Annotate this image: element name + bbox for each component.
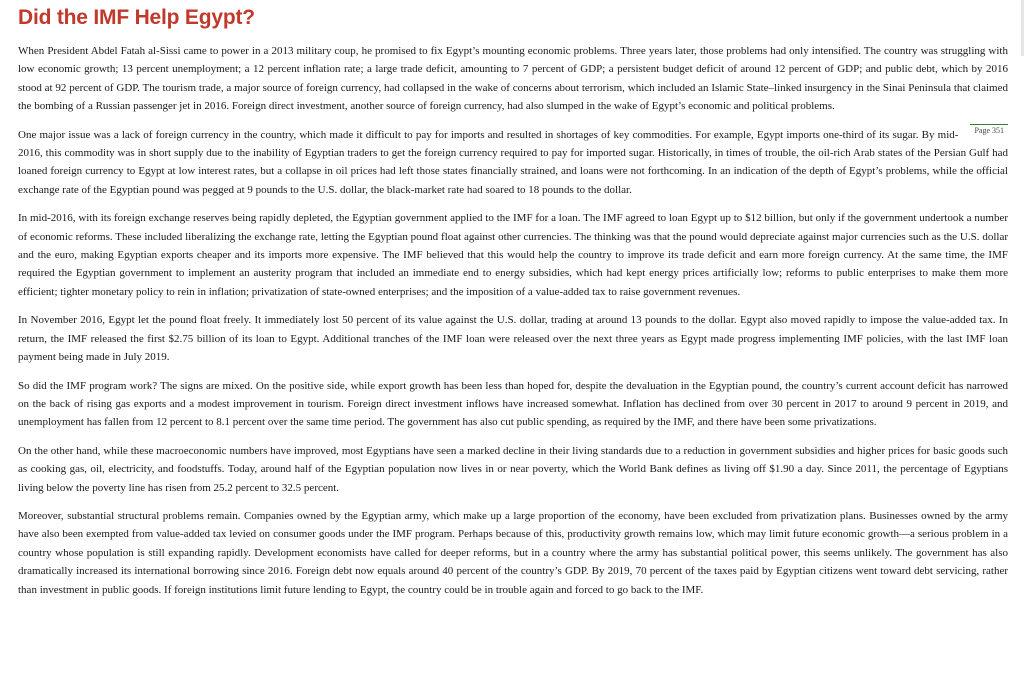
paragraph-1: When President Abdel Fatah al-Sissi came to power in a 2013 military coup, he promised to fix Egypt’s mounting economic problems. Three years later, those problems had only intensified. The country was struggling with low economic growth; 13 percent unemployment; a 12 percent inflation rate; a large trade deficit, amounting to 7 percent of GDP; a persistent budget deficit of around 12 percent of GDP; and public debt, which by 2016 stood at 92 percent of GDP. The tourism trade, a major source of foreign currency, had collapsed in the wake of concerns about terrorism, which included an Islamic State–linked insurgency in the Sinai Peninsula that claimed the bombing of a Russian passenger jet in 2016. Foreign direct investment, another source of foreign currency, had also slumped in the wake of Egypt’s economic and political problems. <box>18 45 1008 113</box>
page-title: Did the IMF Help Egypt? <box>18 6 255 29</box>
article-body <box>18 42 1008 609</box>
page-number-badge: Page 351 <box>970 124 1008 139</box>
paragraph-3: In mid-2016, with its foreign exchange reserves being rapidly depleted, the Egyptian government applied to the IMF for a loan. The IMF agreed to loan Egypt up to $12 billion, but only if the government undertook a number of economic reforms. These included liberalizing the exchange rate, letting the Egyptian pound float against other currencies. The thinking was that the pound would depreciate against major currencies such as the U.S. dollar and the euro, making Egyptian exports cheaper and its imports more expensive. The IMF believed that this would help the country to improve its trade deficit and earn more foreign currency. At the same time, the IMF required the Egyptian government to implement an austerity program that included an immediate end to energy subsidies, which had kept energy prices artificially low; reforms to public enterprises to make them more efficient; tighter monetary policy to rein in inflation; privatization of state-owned enterprises; and the imposition of a value-added tax to raise government revenues. <box>18 212 1008 298</box>
paragraph-2-text: One major issue was a lack of foreign currency in the country, which made it difficult to pay for imports and resulted in shortages of key commodities. For example, Egypt imports one-third of its sugar. By mid-2016, this commodity was in short supply due to the inability of Egyptian traders to get the foreign currency required to pay for imported sugar. Historically, in times of trouble, the oil-rich Arab states of the Persian Gulf had loaned foreign currency to Egypt at low interest rates, but a collapse in oil prices had left those states financially strained, and loans were not forthcoming. In an indication of the depth of Egypt’s problems, while the official exchange rate of the Egyptian pound was pegged at 9 pounds to the U.S. dollar, the black-market rate had soared to 18 pounds to the dollar. <box>18 128 1008 196</box>
paragraph-7: Moreover, substantial structural problems remain. Companies owned by the Egyptian army, which make up a large proportion of the economy, have been excluded from privatization plans. Businesses owned by the army have also been exempted from value-added tax levied on consumer goods under the IMF program. Perhaps because of this, productivity growth remains low, which may limit future economic growth—a serious problem in a country whose population is still expanding rapidly. Development economists have called for deeper reforms, but in a country where the army has substantial political power, this seems unlikely. The government has also dramatically increased its international borrowing since 2016. Foreign debt now equals around 40 percent of the country’s GDP. By 2019, 70 percent of the taxes paid by Egyptian citizens went toward debt servicing, rather than investment in public goods. If foreign institutions limit future lending to Egypt, the country could be in trouble again and forced to go back to the IMF. <box>18 509 1008 596</box>
paragraph-5: So did the IMF program work? The signs are mixed. On the positive side, while export growth has been less than hoped for, despite the devaluation in the Egyptian pound, the country’s current account deficit has narrowed on the back of rising gas exports and a modest improvement in tourism. Foreign direct investment inflows have increased somewhat. Inflation has declined from over 30 percent in 2017 to around 9 percent in 2019, and unemployment has fallen from 12 percent to 8.1 percent over the same time period. The government has also cut public spending, as required by the IMF, and there have been some privatizations. <box>18 379 1008 429</box>
paragraph-6: On the other hand, while these macroeconomic numbers have improved, most Egyptians have seen a marked decline in their living standards due to a reduction in government subsidies and higher prices for basic goods such as cooking gas, oil, electricity, and foodstuffs. Today, around half of the Egyptian population now lives in or near poverty, which the World Bank defines as living off $1.90 a day. Since 2011, the percentage of Egyptians living below the poverty line has risen from 25.2 percent to 32.5 percent. <box>18 444 1008 494</box>
paragraph-2 <box>18 126 1008 200</box>
paragraph-4: In November 2016, Egypt let the pound float freely. It immediately lost 50 percent of its value against the U.S. dollar, trading at around 13 pounds to the dollar. Egypt also moved rapidly to impose the value-added tax. In return, the IMF released the first $2.75 billion of its loan to Egypt. Additional tranches of the IMF loan were released over the next three years as Egypt made progress implementing IMF policies, with the last IMF loan payment being made in July 2019. <box>18 314 1008 364</box>
